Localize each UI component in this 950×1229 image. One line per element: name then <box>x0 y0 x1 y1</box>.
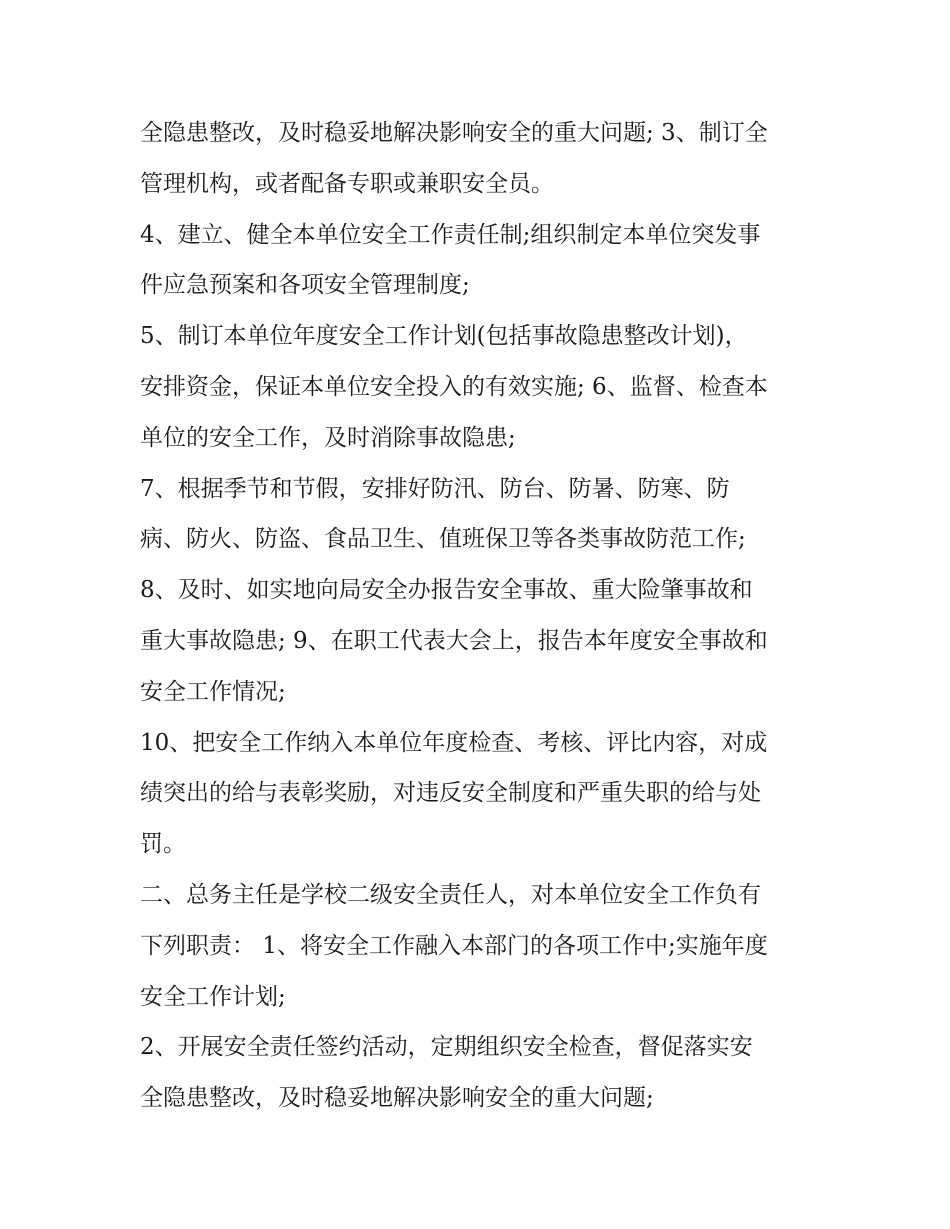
text-line-13: 10、把安全工作纳入本单位年度检查、考核、评比内容，对成 <box>140 729 768 756</box>
text-line-9: 病、防火、防盗、食品卫生、值班保卫等各类事故防范工作; <box>140 526 746 553</box>
text-line-15: 罚。 <box>140 831 186 858</box>
text-line-10: 8、及时、如实地向局安全办报告安全事故、重大险肇事故和 <box>140 577 753 604</box>
text-line-17: 下列职责： 1、将安全工作融入本部门的各项工作中;实施年度 <box>140 932 768 959</box>
text-line-7: 单位的安全工作，及时消除事故隐患; <box>140 424 516 451</box>
text-line-11: 重大事故隐患; 9、在职工代表大会上，报告本年度安全事故和 <box>140 627 768 654</box>
text-line-12: 安全工作情况; <box>140 678 286 705</box>
text-line-20: 全隐患整改，及时稳妥地解决影响安全的重大问题; <box>140 1085 654 1112</box>
text-line-5: 5、制订本单位年度安全工作计划(包括事故隐患整改计划)， <box>140 323 748 350</box>
document-body <box>140 108 820 1124</box>
text-line-8: 7、根据季节和节假，安排好防汛、防台、防暑、防寒、防 <box>140 475 730 502</box>
text-line-3: 4、建立、健全本单位安全工作责任制;组织制定本单位突发事 <box>140 221 761 248</box>
text-line-2: 管理机构，或者配备专职或兼职安全员。 <box>140 170 554 197</box>
text-line-4: 件应急预案和各项安全管理制度; <box>140 272 470 299</box>
text-line-1: 全隐患整改，及时稳妥地解决影响安全的重大问题; 3、制订全 <box>140 120 768 146</box>
text-line-14: 绩突出的给与表彰奖励，对违反安全制度和严重失职的给与处 <box>140 780 761 807</box>
text-line-19: 2、开展安全责任签约活动，定期组织安全检查，督促落实安 <box>140 1034 753 1061</box>
text-line-16: 二、总务主任是学校二级安全责任人，对本单位安全工作负有 <box>140 881 761 908</box>
text-line-18: 安全工作计划; <box>140 983 286 1010</box>
text-line-6: 安排资金，保证本单位安全投入的有效实施; 6、监督、检查本 <box>140 373 768 400</box>
